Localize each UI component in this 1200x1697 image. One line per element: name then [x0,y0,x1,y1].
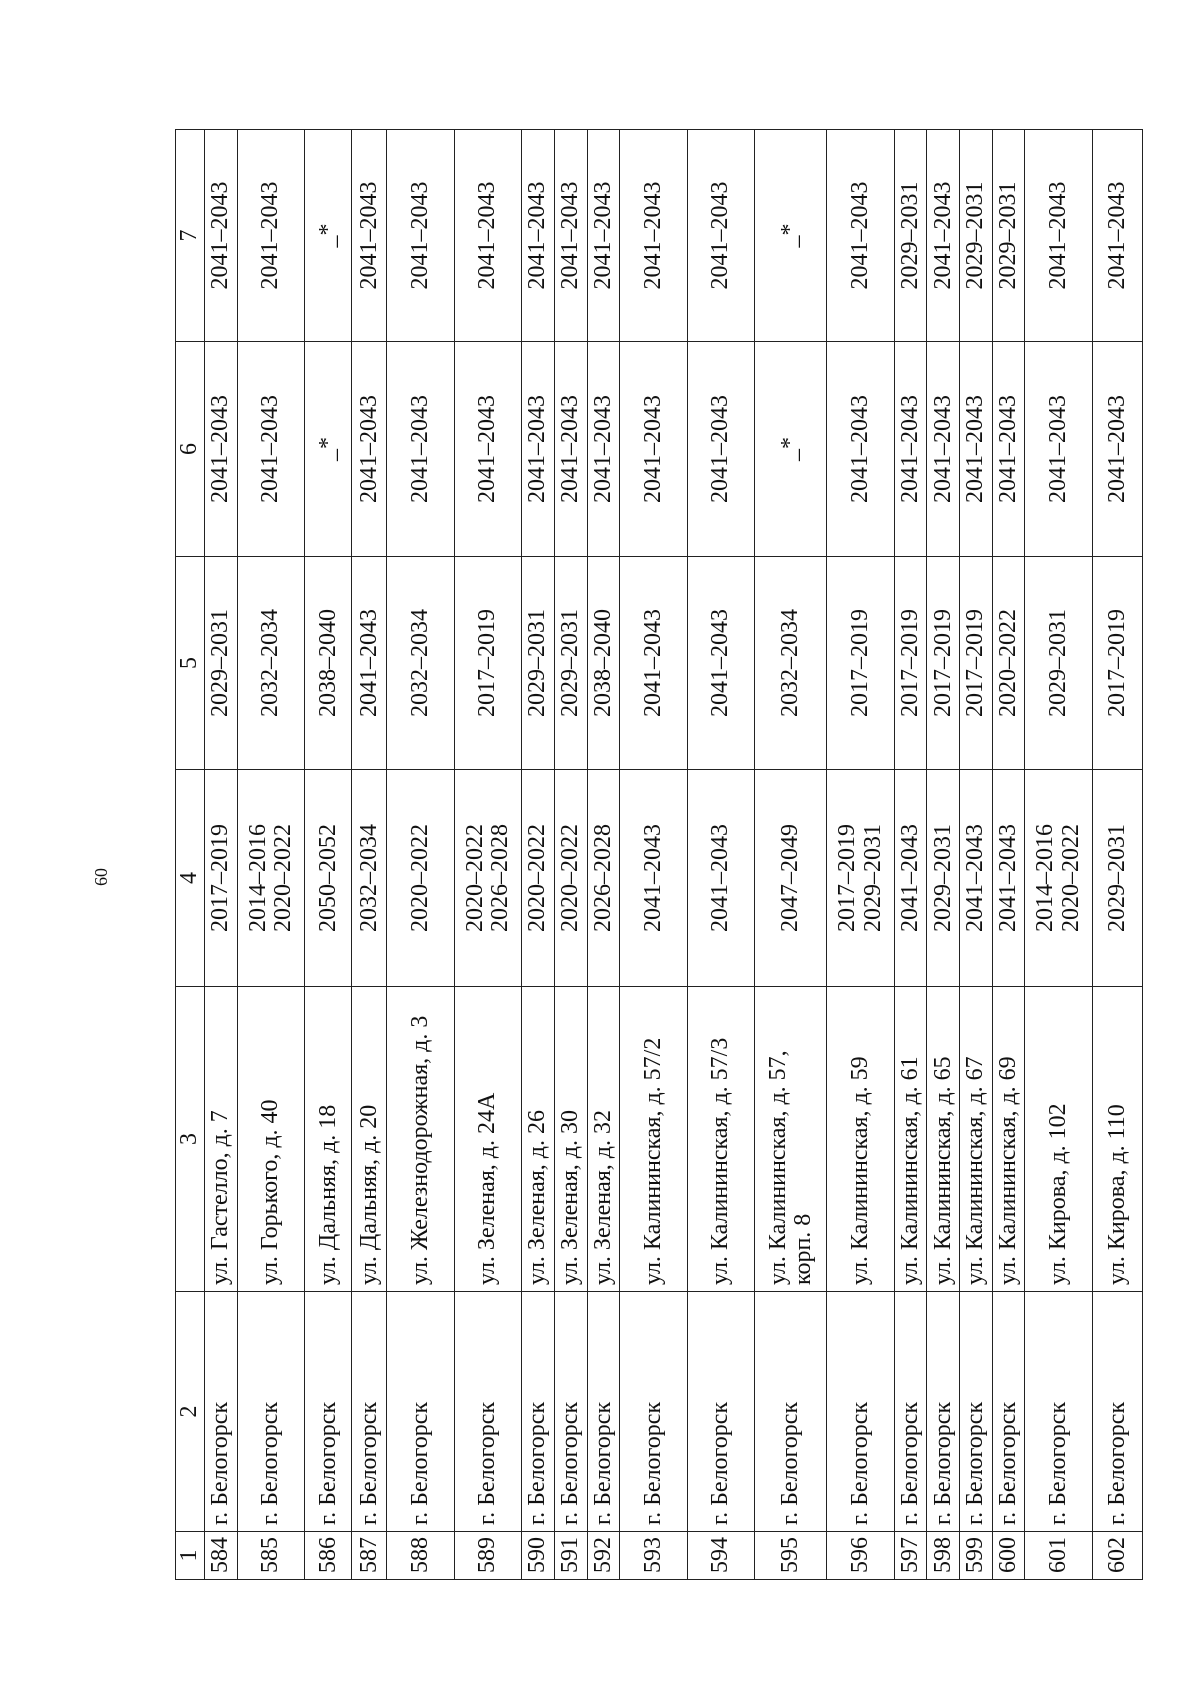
address-cell: ул. Дальняя, д. 20 [352,987,387,1292]
address-cell: ул. Калининская, д. 69 [992,987,1025,1292]
row-number: 596 [827,1532,894,1580]
period-col7-cell: 2041–2043 [927,130,960,342]
header-cell: 7 [176,130,205,342]
period-col4-cell: 2032–2034 [352,770,387,987]
table-row [1025,130,1092,1580]
address-cell: ул. Калининская, д. 67 [960,987,993,1292]
period-col6-cell: 2041–2043 [352,342,387,557]
row-number: 584 [205,1532,238,1580]
period-col6-cell: 2041–2043 [620,342,687,557]
page-number: 60 [91,868,111,886]
table-row [620,130,687,1580]
period-col5-cell: 2032–2034 [237,557,304,770]
city-cell: г. Белогорск [992,1292,1025,1532]
address-cell: ул. Калининская, д. 65 [927,987,960,1292]
period-col4-cell: 2050–2052 [305,770,352,987]
period-col5-cell: 2029–2031 [522,557,555,770]
period-col5-cell: 2017–2019 [960,557,993,770]
city-cell: г. Белогорск [305,1292,352,1532]
period-col7-cell: 2041–2043 [827,130,894,342]
period-col5-cell: 2032–2034 [755,557,827,770]
header-row [176,130,205,1580]
period-col7-cell: 2029–2031 [992,130,1025,342]
period-col5-cell: 2017–2019 [927,557,960,770]
address-cell: ул. Кирова, д. 110 [1092,987,1142,1292]
period-col7-cell: 2041–2043 [352,130,387,342]
city-cell: г. Белогорск [352,1292,387,1532]
period-col4-cell: 2041–2043 [960,770,993,987]
city-cell: г. Белогорск [587,1292,620,1532]
city-cell: г. Белогорск [827,1292,894,1532]
address-cell: ул. Калининская, д. 57/3 [687,987,754,1292]
period-col7-cell: 2029–2031 [894,130,927,342]
period-col7-cell: 2041–2043 [687,130,754,342]
period-col4-cell: 2014–2016 2020–2022 [1025,770,1092,987]
period-col6-cell: 2041–2043 [960,342,993,557]
table-row [387,130,454,1580]
period-col5-cell: 2017–2019 [827,557,894,770]
address-cell: ул. Горького, д. 40 [237,987,304,1292]
header-cell: 3 [176,987,205,1292]
period-col4-cell: 2020–2022 2026–2028 [454,770,521,987]
row-number: 588 [387,1532,454,1580]
period-col5-cell: 2017–2019 [1092,557,1142,770]
table-row [205,130,238,1580]
period-col4-cell: 2029–2031 [927,770,960,987]
address-cell: ул. Железнодорожная, д. 3 [387,987,454,1292]
period-col7-cell: 2041–2043 [205,130,238,342]
period-col5-cell: 2038–2040 [305,557,352,770]
table-row [755,130,827,1580]
table-row [992,130,1025,1580]
period-col7-cell: 2041–2043 [587,130,620,342]
table-row [454,130,521,1580]
period-col5-cell: 2041–2043 [687,557,754,770]
period-col6-cell: 2041–2043 [1092,342,1142,557]
header-cell: 4 [176,770,205,987]
period-col4-cell: 2041–2043 [894,770,927,987]
period-col4-cell: 2017–2019 [205,770,238,987]
city-cell: г. Белогорск [894,1292,927,1532]
period-col6-cell: 2041–2043 [1025,342,1092,557]
period-col7-cell: _* [305,130,352,342]
row-number: 601 [1025,1532,1092,1580]
city-cell: г. Белогорск [205,1292,238,1532]
city-cell: г. Белогорск [387,1292,454,1532]
period-col6-cell: 2041–2043 [554,342,587,557]
city-cell: г. Белогорск [620,1292,687,1532]
period-col4-cell: 2020–2022 [387,770,454,987]
period-col4-cell: 2041–2043 [687,770,754,987]
table-row [927,130,960,1580]
address-cell: ул. Зеленая, д. 24А [454,987,521,1292]
table-row [305,130,352,1580]
row-number: 600 [992,1532,1025,1580]
row-number: 595 [755,1532,827,1580]
period-col7-cell: 2041–2043 [387,130,454,342]
period-col5-cell: 2017–2019 [894,557,927,770]
city-cell: г. Белогорск [237,1292,304,1532]
period-col7-cell: 2041–2043 [454,130,521,342]
period-col5-cell: 2017–2019 [454,557,521,770]
row-number: 602 [1092,1532,1142,1580]
period-col6-cell: _* [305,342,352,557]
period-col6-cell: _* [755,342,827,557]
period-col4-cell: 2020–2022 [522,770,555,987]
period-col5-cell: 2041–2043 [352,557,387,770]
address-cell: ул. Дальняя, д. 18 [305,987,352,1292]
address-cell: ул. Зеленая, д. 30 [554,987,587,1292]
table-row [827,130,894,1580]
address-cell: ул. Калининская, д. 57, корп. 8 [755,987,827,1292]
period-col4-cell: 2041–2043 [620,770,687,987]
table-row [587,130,620,1580]
period-col6-cell: 2041–2043 [827,342,894,557]
city-cell: г. Белогорск [554,1292,587,1532]
period-col5-cell: 2038–2040 [587,557,620,770]
table-row [352,130,387,1580]
row-number: 589 [454,1532,521,1580]
city-cell: г. Белогорск [755,1292,827,1532]
table-row [522,130,555,1580]
city-cell: г. Белогорск [1092,1292,1142,1532]
address-cell: ул. Кирова, д. 102 [1025,987,1092,1292]
rotated-table-wrapper [175,130,1143,1580]
city-cell: г. Белогорск [522,1292,555,1532]
header-cell: 5 [176,557,205,770]
table-row [554,130,587,1580]
period-col5-cell: 2029–2031 [1025,557,1092,770]
schedule-table [175,129,1143,1580]
header-cell: 2 [176,1292,205,1532]
period-col4-cell: 2017–2019 2029–2031 [827,770,894,987]
address-cell: ул. Калининская, д. 61 [894,987,927,1292]
city-cell: г. Белогорск [454,1292,521,1532]
table-row [960,130,993,1580]
period-col7-cell: 2041–2043 [620,130,687,342]
row-number: 585 [237,1532,304,1580]
row-number: 587 [352,1532,387,1580]
period-col5-cell: 2029–2031 [205,557,238,770]
period-col6-cell: 2041–2043 [587,342,620,557]
period-col6-cell: 2041–2043 [205,342,238,557]
period-col6-cell: 2041–2043 [992,342,1025,557]
period-col5-cell: 2041–2043 [620,557,687,770]
table-row [237,130,304,1580]
city-cell: г. Белогорск [927,1292,960,1532]
period-col7-cell: 2029–2031 [960,130,993,342]
period-col7-cell: 2041–2043 [1092,130,1142,342]
header-cell: 1 [176,1532,205,1580]
address-cell: ул. Калининская, д. 57/2 [620,987,687,1292]
period-col4-cell: 2041–2043 [992,770,1025,987]
table-body [205,130,1143,1580]
row-number: 599 [960,1532,993,1580]
row-number: 593 [620,1532,687,1580]
address-cell: ул. Калининская, д. 59 [827,987,894,1292]
period-col5-cell: 2029–2031 [554,557,587,770]
address-cell: ул. Гастелло, д. 7 [205,987,238,1292]
period-col6-cell: 2041–2043 [927,342,960,557]
row-number: 586 [305,1532,352,1580]
period-col5-cell: 2032–2034 [387,557,454,770]
period-col4-cell: 2029–2031 [1092,770,1142,987]
period-col6-cell: 2041–2043 [522,342,555,557]
period-col6-cell: 2041–2043 [237,342,304,557]
period-col6-cell: 2041–2043 [454,342,521,557]
period-col6-cell: 2041–2043 [687,342,754,557]
city-cell: г. Белогорск [687,1292,754,1532]
period-col6-cell: 2041–2043 [894,342,927,557]
address-cell: ул. Зеленая, д. 32 [587,987,620,1292]
table-row [687,130,754,1580]
period-col4-cell: 2020–2022 [554,770,587,987]
period-col4-cell: 2026–2028 [587,770,620,987]
city-cell: г. Белогорск [960,1292,993,1532]
period-col7-cell: _* [755,130,827,342]
row-number: 590 [522,1532,555,1580]
period-col6-cell: 2041–2043 [387,342,454,557]
row-number: 591 [554,1532,587,1580]
row-number: 594 [687,1532,754,1580]
address-cell: ул. Зеленая, д. 26 [522,987,555,1292]
period-col4-cell: 2014–2016 2020–2022 [237,770,304,987]
row-number: 597 [894,1532,927,1580]
row-number: 592 [587,1532,620,1580]
row-number: 598 [927,1532,960,1580]
table-row [1092,130,1142,1580]
table-row [894,130,927,1580]
period-col7-cell: 2041–2043 [554,130,587,342]
period-col7-cell: 2041–2043 [1025,130,1092,342]
city-cell: г. Белогорск [1025,1292,1092,1532]
period-col4-cell: 2047–2049 [755,770,827,987]
period-col7-cell: 2041–2043 [522,130,555,342]
period-col7-cell: 2041–2043 [237,130,304,342]
period-col5-cell: 2020–2022 [992,557,1025,770]
header-cell: 6 [176,342,205,557]
